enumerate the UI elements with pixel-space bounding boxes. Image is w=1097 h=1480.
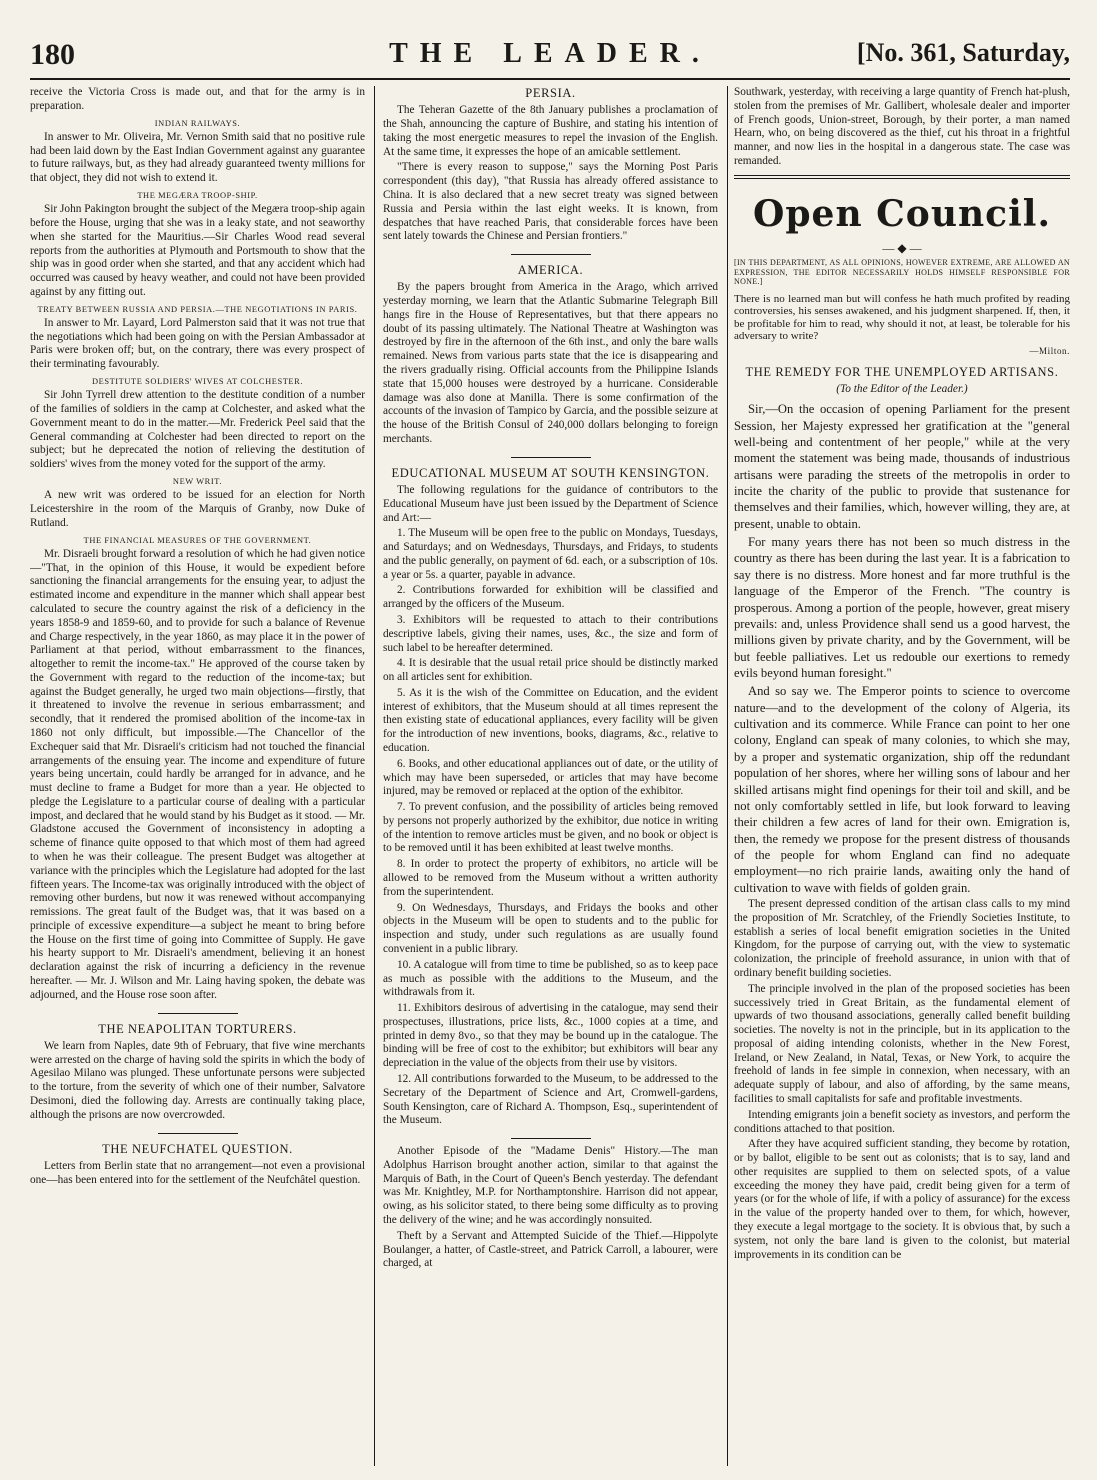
letter-body [734, 401, 1070, 896]
article-text: receive the Victoria Cross is made out, and that for the army is in preparation. [30, 86, 365, 112]
list-item: 10. A catalogue will from time to time be published, so as to keep pace as much as possible with the additions to the Museum, and the withdrawals from it. [383, 958, 718, 999]
letter-address: (To the Editor of the Leader.) [836, 383, 968, 396]
article-separator [511, 254, 591, 255]
article-text: "There is every reason to suppose," says the Morning Post Paris correspondent (this day), "that Russia has already offered assistance to China. It is also declared that a new secret treaty was signed between Russia and Persia within the last eight weeks. It is known, from despatches that have reached Paris, that considerable forces have been sent lately towards the Chinese and Persian frontiers." [383, 161, 718, 243]
article-text: Another Episode of the "Madame Denis" History.—The man Adolphus Harrison brought another action, similar to that against the Marquis of Bath, in the Court of Queen's Bench yesterday. The defendant was Mr. Knightley, M.P. for Northamptonshire. Harrison did not appear, owing, as his solicitor stated, to there being some difficulty as to proving the delivery of the wine; and he was accordingly nonsuited. [383, 1145, 718, 1226]
page-number: 180 [30, 38, 75, 71]
article-separator [511, 457, 591, 458]
milton-quote: There is no learned man but will confess he hath much profited by reading controversies, his senses awakened, and his judgment sharpened. If, then, it be profitable for him to read, why should it not, at least, be tolerable for his adversary to write? [734, 293, 1070, 342]
editor-note: [IN THIS DEPARTMENT, AS ALL OPINIONS, HOWEVER EXTREME, ARE ALLOWED AN EXPRESSION, THE EDITOR NECESSARILY HOLDS HIMSELF RESPONSIBLE FOR NONE.] [734, 258, 1070, 287]
article-text: The principle involved in the plan of the proposed societies has been successively tried in Great Britain, as the fundamental element of upwards of two thousand associations, generally called benefit building societies. The novelty is not in the principle, but in its application to the proposal of aiding intending colonists, whether in the New Forest, Ireland, or New Zealand, in Natal, Texas, or New York, to acquire the freehold of lands in fee simple in connexion, when necessary, with an adequate supply of labour, and also of affording, by the same means, facilities to small capitalists for safe and profitable investments. [734, 982, 1070, 1105]
masthead [30, 38, 1070, 80]
article-heading: PERSIA. [525, 86, 576, 100]
list-item: 8. In order to protect the property of exhibitors, no article will be allowed to be removed from the Museum without a written authority from the superintendent. [383, 858, 718, 898]
newspaper-title: THE LEADER. [389, 38, 711, 69]
article-separator [158, 1133, 238, 1134]
article-text: Sir John Pakington brought the subject of the Megæra troop-ship again before the House, urging that she was in a leaky state, and not seaworthy when she started for the Mauritius.—Sir Charles Wood read several reports from the authorities at Plymouth and Portsmouth to show that the ship was in good order when she started, and that any accident which had occurred was caused by heavy weather, and could not have been provided against by any fitting out. [30, 203, 365, 298]
section-heading: THE MEGÆRA TROOP-SHIP. [137, 190, 258, 200]
ornament-icon: — ◆ — [882, 240, 922, 255]
article-heading: THE NEAPOLITAN TORTURERS. [98, 1021, 297, 1036]
article-separator [158, 1013, 238, 1014]
section-heading: DESTITUTE SOLDIERS' WIVES AT COLCHESTER. [91, 377, 304, 387]
article-heading: THE REMEDY FOR THE UNEMPLOYED ARTISANS. [745, 365, 1059, 380]
section-heading: INDIAN RAILWAYS. [154, 118, 241, 128]
list-item: 9. On Wednesdays, Thursdays, and Fridays the books and other objects in the Museum will be open to students and to the public for inspection and study, under such regulations as are usually found convenient in a public library. [383, 901, 718, 955]
article-text: In answer to Mr. Oliveira, Mr. Vernon Smith said that no positive rule had been laid down by the East Indian Government against any guarantee to future railways, but, as they had already guaranteed twenty millions for that object, they did not wish to extend it. [30, 130, 365, 185]
list-item: 5. As it is the wish of the Committee on Education, and the evident interest of exhibitors, that the Museum should at all times represent the then existing state of educational appliances, every facility will be given for the introduction of new inventions, books, diagrams, &c., relative to education. [383, 686, 718, 754]
section-double-rule [734, 175, 1070, 179]
article-text: Sir John Tyrrell drew attention to the destitute condition of a number of the families of soldiers in the camp at Colchester, and asked what the Government meant to do in the matter.—Mr. Frederick Peel said that the General commanding at Colchester had been directed to report on the subject; but he deprecated the notion of relieving the destitution of soldiers' wives from the money voted for the support of the army. [30, 389, 365, 471]
article-text: Theft by a Servant and Attempted Suicide of the Thief.—Hippolyte Boulanger, a hatter, of Castle-street, and Patrick Carroll, a labourer, were charged, at [383, 1229, 718, 1270]
article-separator [511, 1138, 591, 1139]
article-text: Sir,—On the occasion of opening Parliament for the present Session, her Majesty expressed her gratification at the "general well-being and contentment of her people," while at the very moment the statement was being made, thousands of industrious artisans were parading the streets of the metropolis in order to incite the charity of the public to provide that sustenance for themselves and their families, which, however willing, they are, at present, unable to obtain. [734, 402, 1070, 531]
column-rule-left [374, 86, 375, 1466]
article-text: After they have acquired sufficient standing, they become by rotation, or by ballot, eligible to be sent out as colonists; that is to say, land and other requisites are supplied to them on selected spots, of a value exceeding the money they have paid, credit being given for a term of years (or for the whole of life, if with a policy of assurance) for the excess in the value of the property handed over to them, for which, however, they execute a legal mortgage to the society. It is obvious that, by such a system, not only the bare land is given to the colonist, but material improvements in its condition can be [734, 1138, 1070, 1261]
section-heading: NEW WRIT. [172, 476, 223, 486]
section-heading: TREATY BETWEEN RUSSIA AND PERSIA.—THE NEGOTIATIONS IN PARIS. [37, 304, 358, 314]
list-item: 4. It is desirable that the usual retail price should be distinctly marked on all articles sent for exhibition. [383, 657, 718, 684]
article-text: By the papers brought from America in the Arago, which arrived yesterday morning, we learn that the Atlantic Submarine Telegraph Bill hangs fire in the House of Representatives, but that there appears no doubt of its passing ultimately. The National Theatre at Washington was destroyed by fire in the afternoon of the 6th inst., and only the bare walls remained. News from various parts state that the ice is disappearing and the rivers gradually rising. Official accounts from the Philippine Islands state that 15,000 houses were destroyed by a hurricane. Considerable damage was also done at Manilla. There is some confirmation of the accounts of the invasion of Tampico by Garcia, and the possible seizure at the house of the British Consul of 240,000 dollars belonging to foreign merchants. [383, 281, 718, 445]
open-council-title: Open Council. [753, 192, 1051, 235]
column-rule-right [727, 86, 728, 1466]
article-text: The Teheran Gazette of the 8th January publishes a proclamation of the Shah, announcing the capture of Bushire, and stating his intention of taking the most energetic measures to repel the invasion of the English. At the same time, it expresses the hope of an amicable settlement. [383, 104, 718, 158]
article-heading: THE NEUFCHATEL QUESTION. [102, 1141, 293, 1156]
list-item: 6. Books, and other educational appliances out of date, or the utility of which may have been superseded, or articles that may have become injured, may be removed or replaced at the option of the exhibitor. [383, 757, 718, 798]
article-text: We learn from Naples, date 9th of February, that five wine merchants were arrested on the charge of having sold the spirits in which the body of Agesilao Milano was plunged. These unfortunate persons were subjected to the torture, from the severity of which one of their number, Salvatore Desimoni, died the following day. Arrests are continually taking place, although the prisons are now overcrowded. [30, 1039, 365, 1121]
article-text: Intending emigrants join a benefit society as investors, and perform the conditions attached to that position. [734, 1108, 1070, 1135]
column-2 [383, 86, 718, 1474]
list-item: 2. Contributions forwarded for exhibition will be classified and arranged by the officers of the Museum. [383, 584, 718, 611]
section-heading: THE FINANCIAL MEASURES OF THE GOVERNMENT. [83, 535, 312, 545]
list-item: 1. The Museum will be open free to the public on Mondays, Tuesdays, and Saturdays; and on Wednesdays, Thursdays, and Fridays, to students and the public generally, on payment of 6d. each, or a subscription of 10s. a year or 5s. a quarter, payable in advance. [383, 527, 718, 581]
article-text: Letters from Berlin state that no arrangement—not even a provisional one—has been entered into for the settlement of the Neufchâtel question. [30, 1159, 365, 1186]
article-text: Mr. Disraeli brought forward a resolution of which he had given notice—"That, in the opinion of this House, it would be expedient before sanctioning the financial arrangements for the ensuing year, to adjust the estimated income and expenditure in the manner which shall appear best calculated to secure the country against the risk of a deficiency in the years 1858-9 and 1859-60, and to provide for such a balance of Revenue and Charge respectively, in the year 1860, as may place it in the power of Parliament at that period, without embarrassment to the finances, altogether to remit the income-tax." He approved of the course taken by the Government with regard to the reduction of the income-tax; but against the Budget generally, he urged two main objections—firstly, that it threatened to involve the revenue in serious embarrassment; and secondly, that it rendered the promised abolition of the income-tax in 1860 not only difficult, but impossible.—The Chancellor of the Exchequer said that Mr. Disraeli's criticism had not touched the financial arrangements of the ensuing year. The income and expenditure of future years being uncertain, could hardly be arranged for in advance, and he must decline to frame a Budget for more than a year. He objected to pledge the Legislature to a particular course of dealing with a particular impost, and declared that he would stand by his Budget as it stood. — Mr. Gladstone accused the Government of inconsistency in adopting a scheme of finance quite opposed to that which most of them had agreed to when he was their colleague. The present Budget was altogether at variance with the principles which the Legislature had adopted for the last fifteen years. The Income-tax was originally introduced with the object of removing other burdens, but now it was renewed without accompanying remissions. The great fault of the Budget was, that it was based on a principle of excessive expenditure—a subject he meant to bring before the House on the first time of going into Committee of Supply. He gave his hearty support to Mr. Disraeli's amendment, believing it an honest declaration against the risk of incurring a deficiency in the revenue hereafter. — Mr. J. Wilson and Mr. Laing having spoken, the debate was adjourned, and the House rose soon after. [30, 547, 365, 1001]
article-text: For many years there has not been so much distress in the country as there has been during the last year. It is a fabrication to say there is no distress. More honest and far more truthful is the language of the Emperor of the French. "The country is prosperous. Among a portion of the people, however, great misery prevails: and, unless Providence shall send us a good harvest, the millions given by private charity, and by the Government, will be but feeble palliatives. Let us redouble our exertions to remedy evils beyond human foresight." [734, 535, 1070, 680]
list-item: 3. Exhibitors will be requested to attach to their contributions descriptive labels, giving their names, uses, &c., the size and form of such label to be hereafter determined. [383, 613, 718, 654]
article-text: A new writ was ordered to be issued for an election for North Leicestershire in the room of the Marquis of Granby, now Duke of Rutland. [30, 489, 365, 529]
quote-attribution: —Milton. [1029, 346, 1070, 357]
column-3 [734, 86, 1070, 1474]
article-text: And so say we. The Emperor points to science to overcome nature—and to the development of the colony of Algeria, its cultivation and its commerce. While France can point to her one colony, England can speak of many colonies, to which she may, by a proper and systematic organization, ship off the redundant population of her shores, where her willing sons of labour and her skilled artisans might find openings for their toil and skill, and be not only comfortably settled in life, but look forward to leaving their children a few acres of land for their own. Emigration is, then, the remedy we propose for the present distress of thousands of the people for whom England can find no adequate employment—no rich prairie lands, awaiting only the hand of cultivation to wave with fields of golden grain. [734, 684, 1070, 895]
list-item: 7. To prevent confusion, and the possibility of articles being removed by persons not properly authorized by the exhibitor, due notice in writing of the intention to remove articles must be given, and no book or object is to be removed until it has been exhibited at least twelve months. [383, 801, 718, 855]
article-text: The following regulations for the guidance of contributors to the Educational Museum have just been issued by the Department of Science and Art:— [383, 483, 718, 524]
article-text: Southwark, yesterday, with receiving a large quantity of French hat-plush, stolen from the premises of Mr. Gallibert, wholesale dealer and importer of French goods, Union-street, Borough, by their porter, a man named Hearn, who, on being discovered as the thief, cut his throat in a frightful manner, and now lies in the hospital in a dangerous state. The case was remanded. [734, 86, 1070, 167]
issue-label: [No. 361, Saturday, [856, 38, 1070, 67]
list-item: 12. All contributions forwarded to the Museum, to be addressed to the Secretary of the Department of Science and Art, Cromwell-gardens, South Kensington, care of Richard A. Thompson, Esq., superintendent of the Museum. [383, 1072, 718, 1127]
list-item: 11. Exhibitors desirous of advertising in the catalogue, may send their prospectuses, illustrations, price lists, &c., 1000 copies at a time, and printed in demy 8vo., so that they may be bound up in the catalogue. The binding will be free of cost to the exhibitor; but exhibitors will bear any depreciation in the value of the objects from their use by visitors. [383, 1002, 718, 1070]
article-heading: AMERICA. [517, 263, 584, 278]
article-heading: EDUCATIONAL MUSEUM AT SOUTH KENSINGTON. [391, 465, 710, 480]
article-text: The present depressed condition of the artisan class calls to my mind the proposition of Mr. Scratchley, of the Friendly Societies Institute, to establish a series of local benefit emigration societies in the United Kingdom, for the purpose of carrying out, with the view to systematic colonization, the principle of freehold assurance, in union with that of ordinary benefit building societies. [734, 898, 1070, 979]
article-text: In answer to Mr. Layard, Lord Palmerston said that it was not true that the negotiations which had been going on with the Persian Ambassador at Paris were broken off; but, on the contrary, there was every prospect of their terminating favourably. [30, 316, 365, 371]
column-1 [30, 86, 365, 1474]
